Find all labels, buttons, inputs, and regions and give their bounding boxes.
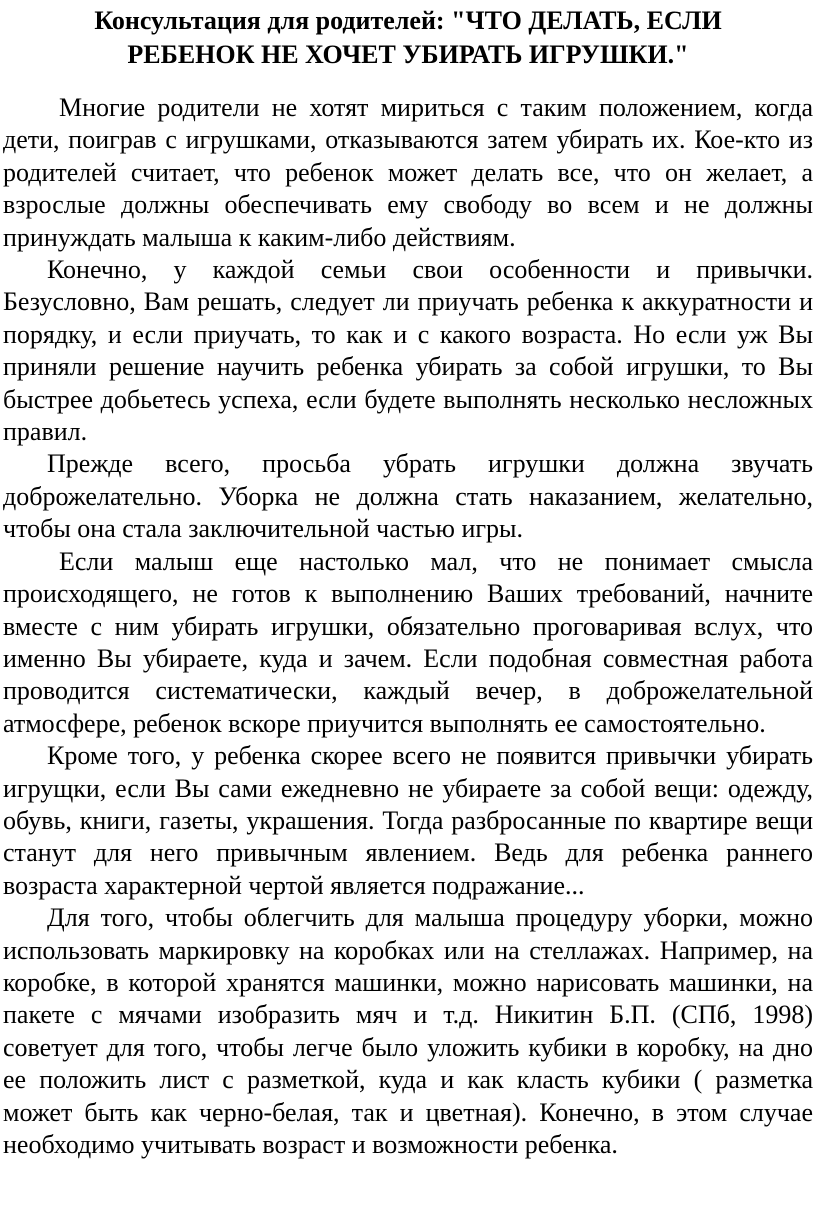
paragraph-6: Для того, чтобы облегчить для малыша процедуру уборки, можно использовать маркировку на коробках или на стеллажах. Например, на коробке, в которой хранятся машинки, можно нарисовать машинки, на пакете с мячами изобразить мяч и т.д. Никитин Б.П. (СПб, 1998) советует для того, чтобы легче было уложить кубики в коробку, на дно ее положить лист с разметкой, куда и как класть кубики ( разметка может быть как черно-белая, так и цветная). Конечно, в этом случае необходимо учитывать возраст и возможности ребенка. bbox=[3, 903, 813, 1159]
paragraph-4: Если малыш еще настолько мал, что не понимает смысла происходящего, не готов к выполнению Ваших требований, начните вместе с ним убирать игрушки, обязательно проговаривая вслух, что именно Вы убираете, куда и зачем. Если подобная совместная работа проводится систематически, каждый вечер, в доброжелательной атмосфере, ребенок вскоре приучится выполнять ее самостоятельно. bbox=[3, 546, 813, 738]
paragraph-3: Прежде всего, просьба убрать игрушки должна звучать доброжелательно. Уборка не должна стать наказанием, желательно, чтобы она стала заключительной частью игры. bbox=[3, 449, 813, 544]
paragraph-2: Конечно, у каждой семьи свои особенности и привычки. Безусловно, Вам решать, следует ли приучать ребенка к аккуратности и порядку, и если приучать, то как и с какого возраста. Но если уж Вы приняли решение научить ребенка убирать за собой игрушки, то Вы быстрее добьетесь успеха, если будете выполнять несколько несложных правил. bbox=[3, 255, 813, 447]
document-title bbox=[3, 4, 813, 72]
title-line-2: РЕБЕНОК НЕ ХОЧЕТ УБИРАТЬ ИГРУШКИ." bbox=[127, 40, 689, 69]
paragraph-1: Многие родители не хотят мириться с таким положением, когда дети, поиграв с игрушками, отказываются затем убирать их. Кое-кто из родителей считает, что ребенок может делать все, что он желает, а взрослые должны обеспечивать ему свободу во всем и не должны принуждать малыша к каким-либо действиям. bbox=[3, 93, 813, 252]
title-line-1: Консультация для родителей: "ЧТО ДЕЛАТЬ, ЕСЛИ bbox=[94, 6, 722, 35]
paragraph-5: Кроме того, у ребенка скорее всего не появится привычки убирать игрущки, если Вы сами ежедневно не убираете за собой вещи: одежду, обувь, книги, газеты, украшения. Тогда разбросанные по квартире вещи станут для него привычным явлением. Ведь для ребенка раннего возраста характерной чертой является подражание... bbox=[3, 741, 813, 900]
